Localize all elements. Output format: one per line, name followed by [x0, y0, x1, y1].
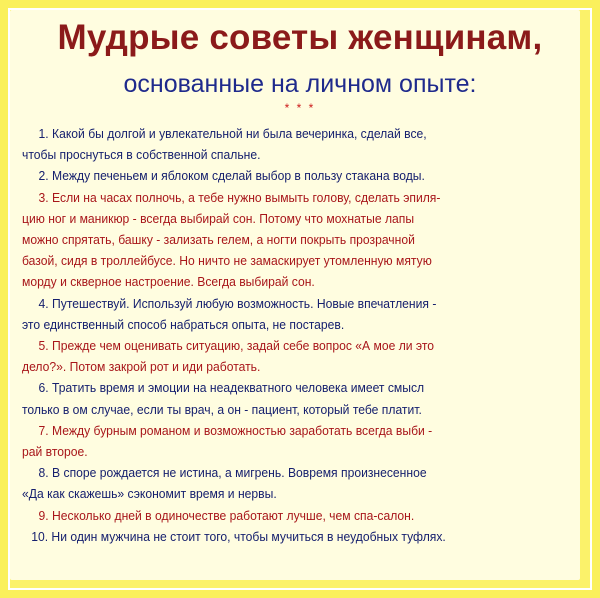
tip-line: 5. Прежде чем оценивать ситуацию, задай себе вопрос «А мое ли это — [38, 338, 435, 354]
tip-line: 7. Между бурным романом и возможностью заработать всегда выби - — [38, 422, 433, 438]
tip-line: только в ом случае, если ты врач, а он - пациент, который тебе платит. — [22, 401, 422, 417]
tip-line: 9. Несколько дней в одиночестве работают лучше, чем спа-салон. — [38, 507, 415, 523]
tip-item — [22, 526, 580, 547]
tip-item — [22, 335, 580, 377]
tip-line: «Да как скажешь» сэкономит время и нервы. — [22, 486, 277, 502]
tip-item — [22, 123, 580, 165]
tip-line: 3. Если на часах полночь, а тебе нужно вымыть голову, сделать эпиля- — [38, 189, 441, 205]
tip-line: 10. Ни один мужчина не стоит того, чтобы мучиться в неудобных туфлях. — [31, 528, 446, 544]
tip-item — [22, 420, 580, 462]
tip-line: 1. Какой бы долгой и увлекательной ни была вечеринка, сделай все, — [38, 126, 427, 141]
page-subtitle: основанные на личном опыте: — [123, 70, 477, 98]
tip-item — [22, 165, 580, 186]
tip-line: 4. Путешествуй. Используй любую возможность. Новые впечатления - — [38, 295, 437, 311]
tip-item — [22, 293, 580, 335]
tip-line: можно спрятать, башку - зализать гелем, а ногти покрыть прозрачной — [22, 232, 415, 248]
page-title: Мудрые советы женщинам, — [57, 18, 543, 57]
tip-line: 6. Тратить время и эмоции на неадекватного человека имеет смысл — [38, 380, 425, 396]
tip-line: 2. Между печеньем и яблоком сделай выбор в пользу стакана воды. — [38, 168, 425, 184]
stars-divider: * * * — [284, 101, 316, 115]
tip-item — [22, 377, 580, 419]
tip-item — [22, 505, 580, 526]
tip-line: рай второе. — [22, 444, 88, 460]
tips-list — [22, 123, 580, 547]
tip-line: морду и скверное настроение. Всегда выбирай сон. — [22, 274, 315, 290]
tip-line: базой, сидя в троллейбусе. Но ничто не замаскирует утомленную мятую — [22, 253, 432, 269]
tip-line: 8. В споре рождается не истина, а мигрень. Вовремя произнесенное — [38, 465, 427, 481]
tip-item — [22, 187, 580, 293]
tip-line: это единственный способ набраться опыта, не постарев. — [22, 316, 345, 332]
tip-item — [22, 462, 580, 504]
tip-line: дело?». Потом закрой рот и иди работать. — [22, 359, 261, 375]
tip-line: чтобы проснуться в собственной спальне. — [22, 147, 261, 163]
tip-line: цию ног и маникюр - всегда выбирай сон. Потому что мохнатые лапы — [22, 210, 415, 226]
